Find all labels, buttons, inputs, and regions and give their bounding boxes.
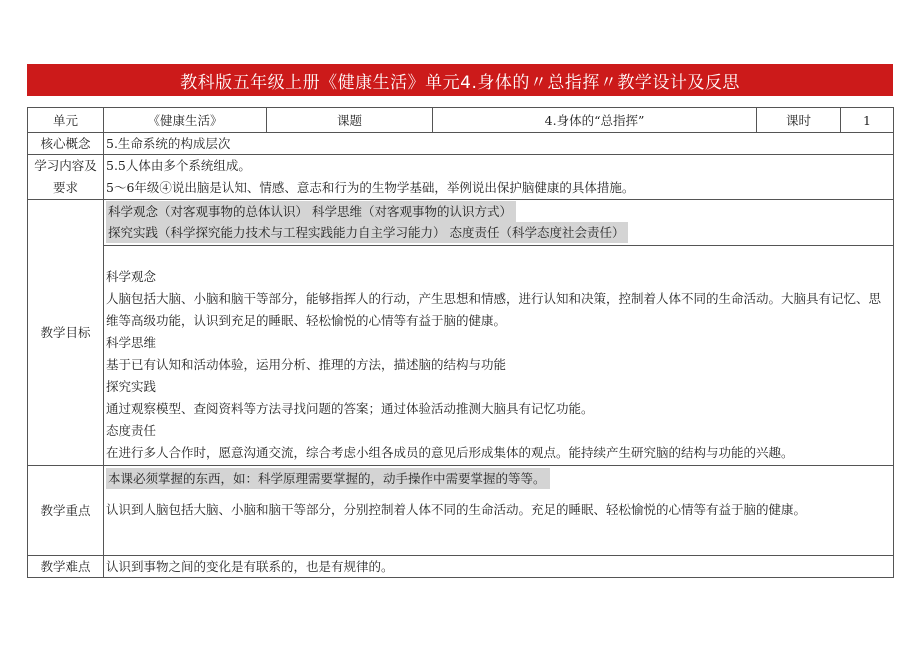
core-concept-label: 核心概念 [28, 133, 104, 155]
content-requirement-line-2: 5～6年级④说出脑是认知、情感、意志和行为的生物学基础，举例说出保护脑健康的具体措施。 [106, 180, 635, 195]
teaching-goals-cell [104, 200, 894, 466]
unit-label: 单元 [28, 108, 104, 133]
content-requirement-line-1: 5.5人体由多个系统组成。 [106, 158, 251, 173]
goals-category-box [104, 200, 893, 246]
period-label: 课时 [757, 108, 841, 133]
topic-value: 4.身体的“总指挥” [433, 108, 757, 133]
content-requirement-label-line-2: 要求 [52, 180, 78, 195]
key-points-label: 教学重点 [28, 466, 104, 556]
content-requirement-label-line-1: 学习内容及 [34, 158, 97, 173]
goal-thinking-title: 科学思维 [106, 335, 157, 350]
document-title: 教科版五年级上册《健康生活》单元4.身体的〃总指挥〃教学设计及反思 [180, 72, 740, 93]
lesson-plan-table [27, 107, 894, 578]
goals-category-highlight-1: 科学观念（对客观事物的总体认识） 科学思维（对客观事物的认识方式） [106, 201, 516, 222]
content-requirement-label [28, 155, 104, 200]
document-title-banner [27, 64, 893, 96]
goal-thinking-text: 基于已有认知和活动体验，运用分析、推理的方法，描述脑的结构与功能 [106, 357, 507, 372]
key-points-highlight: 本课必须掌握的东西，如：科学原理需要掌握的，动手操作中需要掌握的等等。 [106, 468, 550, 489]
goals-category-highlight-2: 探究实践（科学探究能力技术与工程实践能力自主学习能力） 态度责任（科学态度社会责任） [106, 222, 628, 243]
topic-label: 课题 [267, 108, 433, 133]
goal-practice-title: 探究实践 [106, 379, 157, 394]
goal-attitude-text: 在进行多人合作时，愿意沟通交流，综合考虑小组各成员的意见后形成集体的观点。能持续产生研究脑的结构与功能的兴趣。 [106, 445, 794, 460]
goal-attitude-title: 态度责任 [106, 423, 157, 438]
teaching-goals-row [28, 200, 894, 466]
content-requirement-row [28, 155, 894, 200]
difficulties-text: 认识到事物之间的变化是有联系的，也是有规律的。 [104, 556, 894, 578]
content-requirement-value [104, 155, 894, 200]
core-concept-row [28, 133, 894, 155]
period-value: 1 [841, 108, 894, 133]
difficulties-label: 教学难点 [28, 556, 104, 578]
unit-value: 《健康生活》 [104, 108, 267, 133]
goals-detail [104, 246, 893, 464]
key-points-text: 认识到人脑包括大脑、小脑和脑干等部分，分别控制着人体不同的生命活动。充足的睡眠、轻松愉悦的心情等有益于脑的健康。 [106, 502, 807, 517]
header-row [28, 108, 894, 133]
difficulties-row [28, 556, 894, 578]
goal-concept-text: 人脑包括大脑、小脑和脑干等部分，能够指挥人的行动，产生思想和情感，进行认知和决策，控制着人体不同的生命活动。大脑具有记忆、思维等高级功能，认识到充足的睡眠、轻松愉悦的心情等有益于脑的健康。 [106, 291, 882, 328]
key-points-cell [104, 466, 894, 556]
goal-practice-text: 通过观察模型、查阅资料等方法寻找问题的答案；通过体验活动推测大脑具有记忆功能。 [106, 401, 594, 416]
goal-concept-title: 科学观念 [106, 269, 157, 284]
key-points-row [28, 466, 894, 556]
core-concept-value: 5.生命系统的构成层次 [104, 133, 894, 155]
teaching-goals-label: 教学目标 [28, 200, 104, 466]
